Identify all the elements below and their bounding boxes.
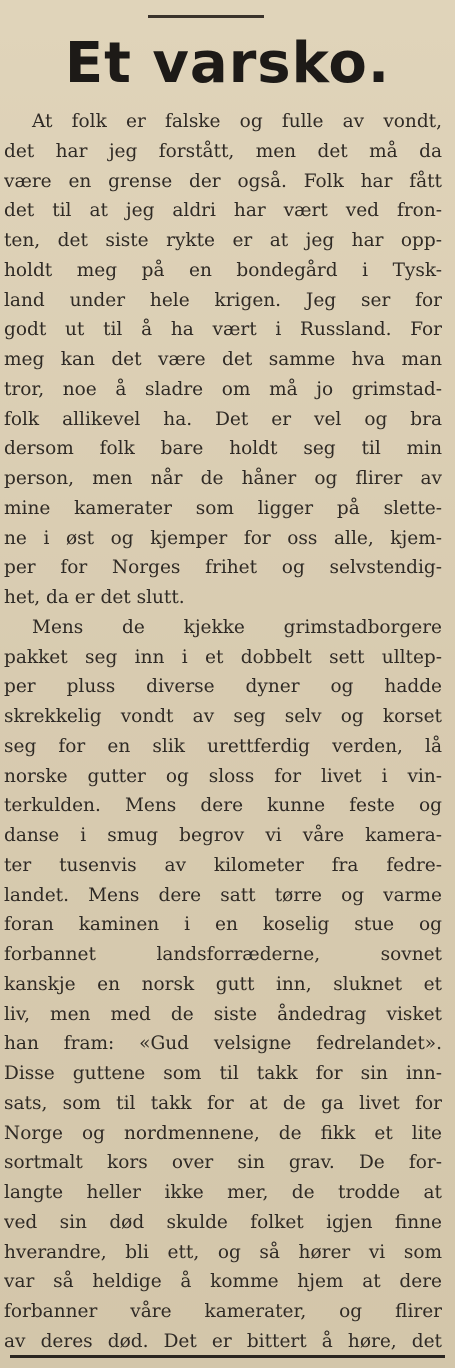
article-line: per pluss diverse dyner og hadde bbox=[4, 676, 442, 698]
headline: Et varsko. bbox=[64, 31, 391, 96]
article-line: være en grense der også. Folk har fått bbox=[4, 170, 442, 192]
article-line: var så heldige å komme hjem at dere bbox=[4, 1271, 442, 1293]
article-line: danse i smug begrov vi våre kamera- bbox=[4, 825, 442, 846]
article-line: seg for en slik urettferdig verden, lå bbox=[4, 735, 442, 757]
article-line: ne i øst og kjemper for oss alle, kjem- bbox=[4, 527, 442, 549]
top-rule bbox=[148, 15, 264, 18]
article-line: mine kamerater som ligger på slette- bbox=[4, 497, 442, 519]
article-line: Mens de kjekke grimstadborgere bbox=[32, 616, 442, 638]
article-line: av deres død. Det er bittert å høre, det bbox=[4, 1330, 442, 1352]
article-line: Disse guttene som til takk for sin inn- bbox=[4, 1063, 442, 1084]
article-line: norske gutter og sloss for livet i vin- bbox=[4, 765, 442, 787]
article-line: hverandre, bli ett, og så hører vi som bbox=[4, 1241, 442, 1263]
article-line: dersom folk bare holdt seg til min bbox=[4, 438, 442, 460]
article-line: At folk er falske og fulle av vondt, bbox=[32, 111, 442, 132]
article-line: foran kaminen i en koselig stue og bbox=[4, 914, 442, 936]
article-line: Norge og nordmennene, de fikk et lite bbox=[4, 1122, 442, 1144]
article-line: pakket seg inn i et dobbelt sett ulltep- bbox=[4, 646, 442, 668]
article-line: sortmalt kors over sin grav. De for- bbox=[4, 1152, 442, 1174]
article-line: det til at jeg aldri har vært ved fron- bbox=[4, 200, 442, 222]
article-line: holdt meg på en bondegård i Tysk- bbox=[4, 259, 442, 281]
article-line: per for Norges frihet og selvstendig- bbox=[4, 557, 442, 579]
article-line: ter tusenvis av kilometer fra fedre- bbox=[4, 854, 442, 876]
article-line: landet. Mens dere satt tørre og varme bbox=[4, 884, 442, 906]
article-line: liv, men med de siste åndedrag visket bbox=[4, 1003, 442, 1025]
article-line: kanskje en norsk gutt inn, sluknet et bbox=[4, 973, 442, 995]
article-line: han fram: «Gud velsigne fedrelandet». bbox=[4, 1033, 442, 1055]
bottom-rule bbox=[10, 1355, 445, 1358]
article-line: meg kan det være det samme hva man bbox=[4, 349, 442, 370]
article-line: forbannet landsforræderne, sovnet bbox=[4, 944, 442, 965]
article-line: folk allikevel ha. Det er vel og bra bbox=[4, 408, 442, 430]
article-body bbox=[4, 107, 442, 1357]
article-line: skrekkelig vondt av seg selv og korset bbox=[4, 706, 442, 727]
article-line: terkulden. Mens dere kunne feste og bbox=[4, 795, 442, 817]
article-line: sats, som til takk for at de ga livet for bbox=[4, 1092, 442, 1114]
article-line: godt ut til å ha vært i Russland. For bbox=[4, 319, 442, 341]
article-line: tror, noe å sladre om må jo grimstad- bbox=[4, 378, 442, 400]
article-line: forbanner våre kamerater, og flirer bbox=[4, 1301, 442, 1322]
article-line: ved sin død skulde folket igjen finne bbox=[4, 1211, 442, 1233]
article-line: het, da er det slutt. bbox=[4, 587, 185, 608]
article-line: langte heller ikke mer, de trodde at bbox=[4, 1182, 442, 1203]
article-line: land under hele krigen. Jeg ser for bbox=[4, 289, 442, 311]
article-line: det har jeg forstått, men det må da bbox=[4, 140, 442, 162]
article-line: person, men når de håner og flirer av bbox=[4, 468, 442, 489]
article-line: ten, det siste rykte er at jeg har opp- bbox=[4, 230, 442, 251]
